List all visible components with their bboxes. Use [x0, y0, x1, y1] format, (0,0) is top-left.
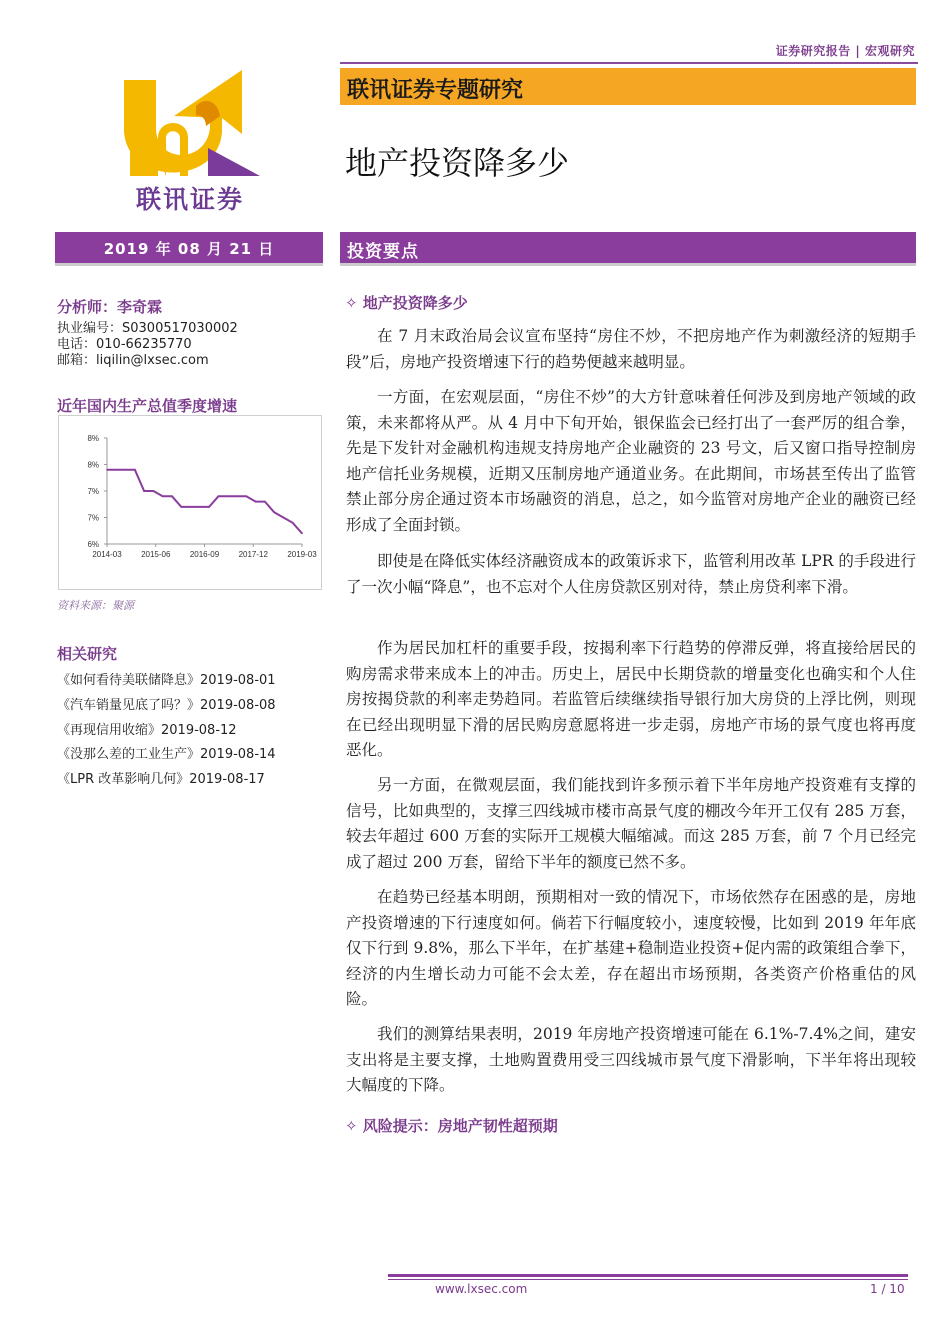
page-title: 地产投资降多少	[345, 144, 570, 182]
analyst-name: 分析师：李奇霖	[57, 298, 163, 316]
y-tick-label: 8%	[87, 434, 99, 443]
data-point	[181, 506, 183, 508]
data-point	[264, 501, 266, 503]
body-paragraph: 我们的测算结果表明，2019 年房地产投资增速可能在 6.1%-7.4%之间，建安支出将是主要支撑，土地购置费用受三四线城市景气度下滑影响，下半年将出现较大幅度的下降。	[346, 1025, 916, 1094]
key-point-heading: ✧ 地产投资降多少	[345, 294, 468, 312]
x-tick-label: 2014-03	[92, 550, 122, 559]
data-point	[273, 511, 275, 513]
data-point	[218, 496, 220, 498]
data-point	[190, 506, 192, 508]
data-point	[143, 490, 145, 492]
related-report-link[interactable]: 《汽车销量见底了吗？》2019-08-08	[57, 698, 276, 713]
data-point	[236, 496, 238, 498]
data-point	[125, 469, 127, 471]
related-report-link[interactable]: 《如何看待美联储降息》2019-08-01	[57, 673, 276, 688]
data-point	[255, 501, 257, 503]
gdp-chart-frame	[58, 415, 322, 590]
footer-rule-thin	[388, 1279, 908, 1280]
data-point	[162, 496, 164, 498]
body-paragraph: 在趋势已经基本明朗，预期相对一致的情况下，市场依然存在困惑的是，房地产投资增速的下行速度如何。倘若下行幅度较小，速度较慢，比如到 2019 年年底仅下行到 9.8%，那么下半年，在扩基建+稳制造业投资+促内需的政策组合拳下，经济的内生增长动力可能不会太差，存在超出市场预期，各类资产价格重估的风险。	[346, 888, 916, 1008]
gdp-series-line	[107, 470, 302, 534]
license-number: 执业编号：S0300517030002	[57, 321, 238, 336]
related-research-title: 相关研究	[57, 645, 118, 663]
page-number: 1 / 10	[870, 1282, 905, 1296]
data-point	[227, 496, 229, 498]
body-paragraph: 作为居民加杠杆的重要手段，按揭利率下行趋势的停滞反弹，将直接给居民的购房需求带来成本上的冲击。历史上，居民中长期贷款的增量变化也确实和个人住房按揭贷款的利率走势趋同。若监管后续继续指导银行加大房贷的上浮比例，则现在已经出现明显下滑的居民购房意愿将进一步走弱，房地产市场的景气度也将再度恶化。	[346, 639, 916, 759]
footer-rule	[388, 1274, 908, 1277]
related-report-link[interactable]: 《LPR 改革影响几何》2019-08-17	[57, 772, 265, 787]
data-point	[134, 469, 136, 471]
chart-title: 近年国内生产总值季度增速	[57, 397, 238, 415]
body-paragraph: 在 7 月末政治局会议宣布坚持“房住不炒，不把房地产作为刺激经济的短期手段”后，房地产投资增速下行的趋势便越来越明显。	[346, 327, 916, 371]
x-tick-label: 2015-06	[141, 550, 171, 559]
chart-source: 资料来源：聚源	[57, 599, 134, 612]
y-tick-label: 7%	[87, 487, 99, 496]
gdp-line-chart	[59, 416, 321, 589]
x-tick-label: 2019-03	[287, 550, 317, 559]
data-point	[301, 533, 303, 535]
body-paragraph: 另一方面，在微观层面，我们能找到许多预示着下半年房地产投资难有支撑的信号，比如典型的，支撑三四线城市楼市高景气度的棚改今年开工仅有 285 万套，较去年超过 600 万套的实际开工规模大幅缩减。而这 285 万套，前 7 个月已经完成了超过 200 万套，留给下半年的额度已然不多。	[346, 776, 916, 871]
report-category: 证券研究报告 | 宏观研究	[775, 44, 915, 58]
x-tick-label: 2017-12	[238, 550, 268, 559]
y-tick-label: 7%	[87, 513, 99, 523]
x-tick-label: 2016-09	[189, 550, 220, 559]
y-tick-label: 6%	[87, 540, 99, 549]
data-point	[283, 517, 285, 519]
email-link[interactable]: 邮箱：liqilin@lxsec.com	[57, 353, 209, 368]
header-rule	[340, 62, 918, 64]
report-date: 2019 年 08 月 21 日	[103, 240, 275, 258]
data-point	[208, 506, 210, 508]
data-point	[199, 506, 201, 508]
phone-number: 电话：010-66235770	[57, 337, 192, 352]
related-report-link[interactable]: 《再现信用收缩》2019-08-12	[57, 723, 237, 738]
data-point	[171, 496, 173, 498]
data-point	[246, 496, 248, 498]
body-paragraph: 即使是在降低实体经济融资成本的政策诉求下，监管利用改革 LPR 的手段进行了一次小幅“降息”，也不忘对个人住房贷款区别对待，禁止房贷利率下滑。	[346, 552, 916, 596]
section-banner	[340, 232, 916, 266]
risk-heading: ✧ 风险提示：房地产韧性超预期	[345, 1117, 558, 1135]
logo-text: 联讯证券	[135, 185, 244, 214]
data-point	[292, 522, 294, 524]
y-tick-label: 8%	[87, 460, 99, 470]
series-title: 联讯证券专题研究	[347, 78, 524, 103]
related-report-link[interactable]: 《没那么差的工业生产》2019-08-14	[57, 747, 276, 762]
data-point	[153, 490, 155, 492]
data-point	[116, 469, 118, 471]
data-point	[106, 469, 108, 471]
section-title: 投资要点	[347, 242, 419, 262]
footer-website[interactable]: www.lxsec.com	[435, 1282, 528, 1296]
body-paragraph: 一方面，在宏观层面，“房住不炒”的大方针意味着任何涉及到房地产领域的政策，未来都将从严。从 4 月中下旬开始，银保监会已经打出了一套严厉的组合拳，先是下发针对金融机构违规支持房地产企业融资的 23 号文，后又窗口指导控制房地产信托业务规模，近期又压制房地产通道业务。在此期间，市场甚至传出了监管禁止部分房企通过资本市场融资的消息，总之，如今监管对房地产企业的融资已经形成了全面封锁。	[346, 388, 916, 534]
